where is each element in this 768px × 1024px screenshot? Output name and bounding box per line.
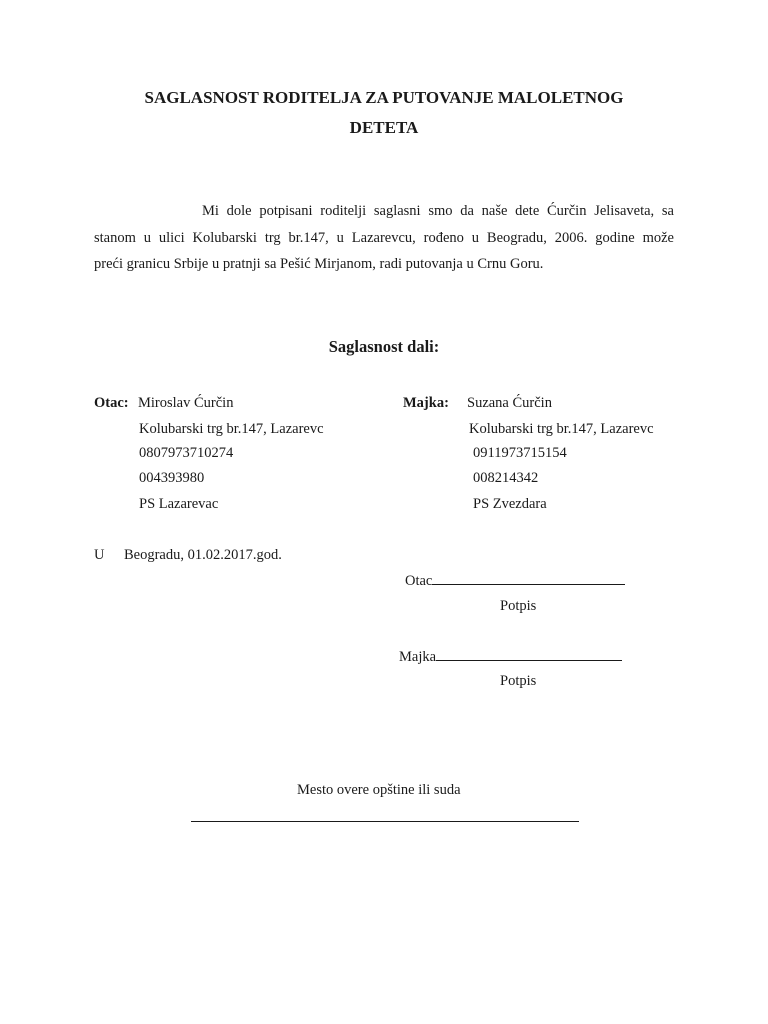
mother-jmbg: 0911973715154 xyxy=(473,445,567,461)
mother-police: PS Zvezdara xyxy=(473,496,547,512)
father-signature-caption: Potpis xyxy=(500,598,537,614)
mother-signature-row xyxy=(399,648,622,666)
father-name: Miroslav Ćurčin xyxy=(138,395,234,411)
father-signature-line[interactable] xyxy=(432,572,625,585)
father-jmbg: 0807973710274 xyxy=(139,445,234,461)
paragraph-line-1: Mi dole potpisani roditelji saglasni smo da naše dete Ćurčin Jelisaveta, sa xyxy=(202,203,674,219)
consent-paragraph xyxy=(94,198,674,278)
mother-address: Kolubarski trg br.147, Lazarevc xyxy=(469,421,654,437)
paragraph-line-3: preći granicu Srbije u pratnji sa Pešić Mirjanom, radi putovanja u Crnu Goru. xyxy=(94,256,544,272)
mother-signature-line[interactable] xyxy=(436,648,622,661)
document-title-line1: SAGLASNOST RODITELJA ZA PUTOVANJE MALOLETNOG xyxy=(144,88,624,107)
father-signature-label: Otac xyxy=(405,573,433,589)
certification-line xyxy=(191,821,579,822)
father-address: Kolubarski trg br.147, Lazarevc xyxy=(139,421,324,437)
mother-name: Suzana Ćurčin xyxy=(467,395,552,411)
mother-signature-label: Majka xyxy=(399,649,437,665)
certification-label: Mesto overe opštine ili suda xyxy=(297,782,461,798)
paragraph-line-2: stanom u ulici Kolubarski trg br.147, u Lazarevcu, rođeno u Beogradu, 2006. godine može xyxy=(94,229,674,246)
mother-label: Majka: xyxy=(403,395,449,411)
place-prefix: U xyxy=(94,547,105,563)
document-title-line2: DETETA xyxy=(349,118,419,137)
father-label: Otac: xyxy=(94,395,129,411)
father-police: PS Lazarevac xyxy=(139,496,219,512)
place-date: Beogradu, 01.02.2017.god. xyxy=(124,547,282,563)
father-id-number: 004393980 xyxy=(139,470,205,486)
mother-id-number: 008214342 xyxy=(473,470,539,486)
consent-heading: Saglasnost dali: xyxy=(328,337,440,356)
mother-signature-caption: Potpis xyxy=(500,673,537,689)
father-signature-row xyxy=(405,572,625,590)
